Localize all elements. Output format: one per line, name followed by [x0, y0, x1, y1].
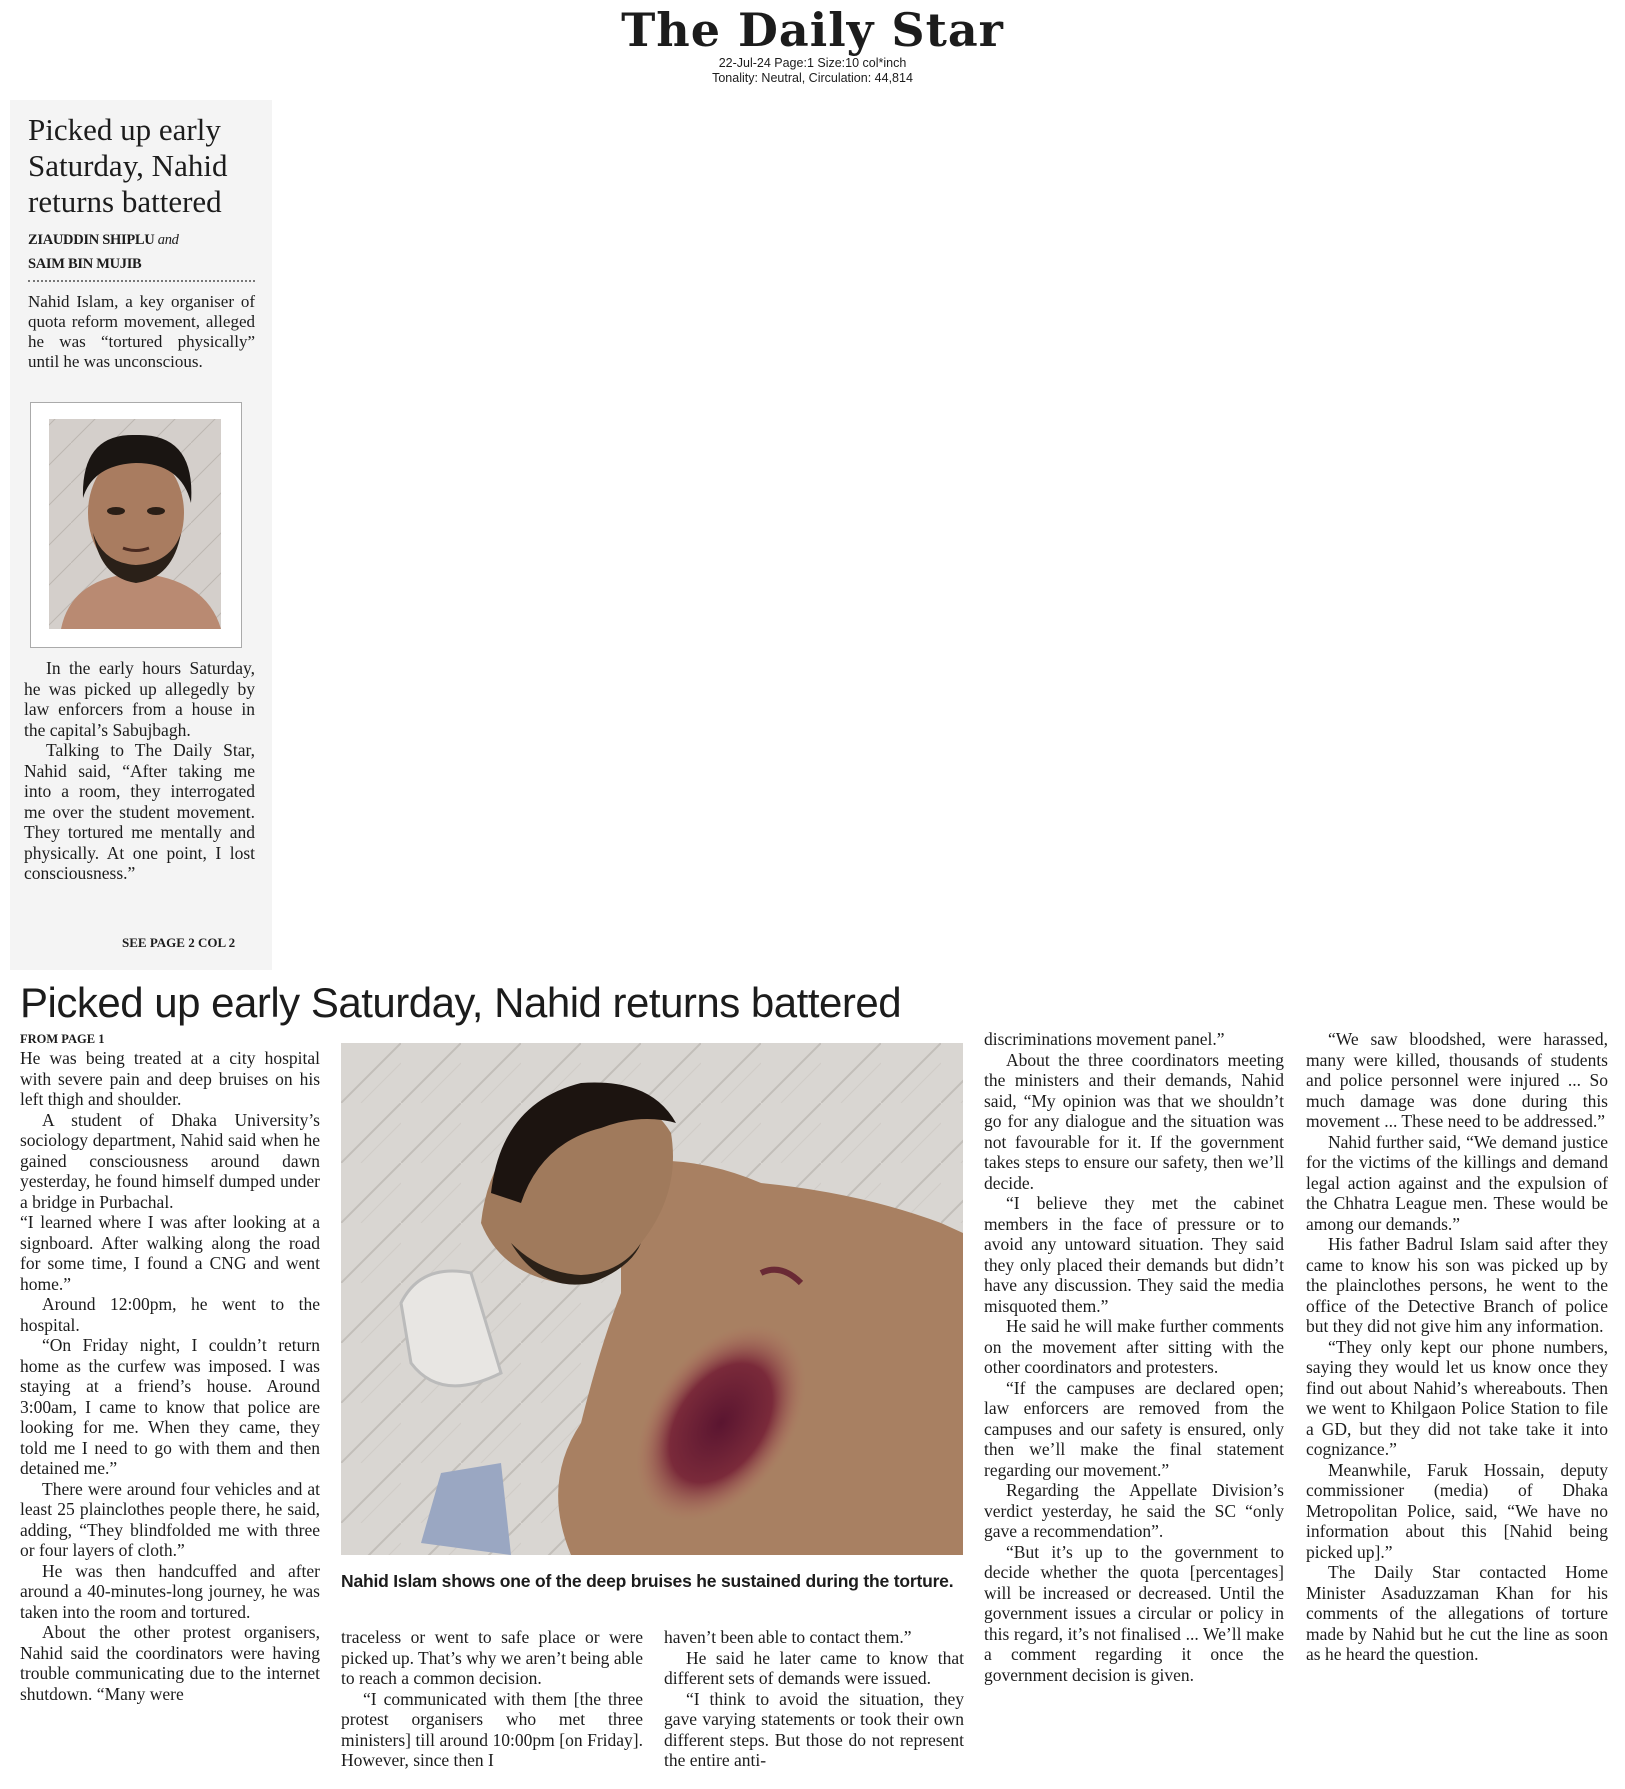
article-paragraph: A student of Dhaka University’s sociology department, Nahid said when he gained consciousness around dawn yesterday, he found himself dumped under a bridge in Purbachal.	[20, 1109, 320, 1212]
jump-headline: Picked up early Saturday, Nahid returns battered	[20, 979, 902, 1026]
from-page-label: FROM PAGE 1	[20, 1032, 105, 1046]
article-paragraph: He said he will make further comments on the movement after sitting with the other coordinators and protesters.	[984, 1316, 1284, 1377]
front-page-clipping	[10, 100, 272, 970]
article-paragraph: discriminations movement panel.”	[984, 1029, 1225, 1049]
article-column-1	[20, 1048, 320, 1704]
newspaper-logo: The Daily Star	[621, 3, 1004, 57]
front-paragraph: Talking to The Daily Star, Nahid said, “After taking me into a room, they interrogated me over the student movement. They tortured me mentally and physically. At one point, I lost consciousness.”	[24, 740, 255, 883]
article-paragraph: “If the campuses are declared open; law enforcers are removed from the campuses and our safety is ensured, only then we’ll make the final statement regarding our movement.”	[984, 1377, 1284, 1480]
article-paragraph: There were around four vehicles and at least 25 plainclothes people there, he said, adding, “They blindfolded me with three or four layers of cloth.”	[20, 1478, 320, 1560]
portrait-image	[31, 403, 241, 647]
article-paragraph: “We saw bloodshed, were harassed, many were killed, thousands of students and police personnel were injured ... So much damage was done during this movement ... These need to be addressed.”	[1306, 1029, 1608, 1131]
article-paragraph: haven’t been able to contact them.”	[664, 1627, 912, 1647]
front-headline: Picked up early Saturday, Nahid returns battered	[28, 112, 228, 219]
portrait-photo	[30, 402, 242, 648]
article-paragraph: Around 12:00pm, he went to the hospital.	[20, 1294, 320, 1335]
article-paragraph: “But it’s up to the government to decide whether the quota [percentages] will be increased or decreased. Until the government issues a circular or policy in this regard, it’s not finalised ... We’ll make a comment regarding it once the government decision is given.	[984, 1541, 1284, 1685]
article-paragraph: “I communicated with them [the three protest organisers who met three ministers] till around 10:00pm [on Friday]. However, since then I	[341, 1688, 643, 1770]
article-paragraph: “They only kept our phone numbers, saying they would let us know once they find out about Nahid’s whereabouts. Then we went to Khilgaon Police Station to file a GD, but they did not take take it into cognizance.”	[1306, 1336, 1608, 1459]
front-paragraph: In the early hours Saturday, he was picked up allegedly by law enforcers from a house in the capital’s Sabujbagh.	[24, 658, 255, 740]
article-column-2	[341, 1627, 643, 1771]
front-body	[24, 658, 255, 884]
front-intro: Nahid Islam, a key organiser of quota reform movement, alleged he was “tortured physically” until he was unconscious.	[28, 292, 255, 371]
article-paragraph: “I learned where I was after looking at a signboard. After walking along the road for some time, I found a CNG and went home.”	[20, 1212, 320, 1294]
article-paragraph: traceless or went to safe place or were picked up. That’s why we aren’t being able to reach a common decision.	[341, 1627, 643, 1688]
photo-caption: Nahid Islam shows one of the deep bruises he sustained during the torture.	[341, 1571, 954, 1591]
clipping-meta-line1: 22-Jul-24 Page:1 Size:10 col*inch	[718, 56, 907, 70]
author-2: SAIM BIN MUJIB	[28, 256, 142, 272]
byline-divider	[28, 280, 255, 282]
article-column-5	[1306, 1029, 1608, 1665]
article-paragraph: “I believe they met the cabinet members in the face of pressure or to avoid any untoward situation. They said they only placed their demands but didn’t have any discussion. They said the media misquoted them.”	[984, 1193, 1284, 1316]
article-paragraph: Nahid further said, “We demand justice for the victims of the killings and demand legal action against and the expulsion of the Chhatra League men. These would be among our demands.”	[1306, 1131, 1608, 1234]
continuation-link: SEE PAGE 2 COL 2	[122, 935, 236, 950]
article-paragraph: He was being treated at a city hospital with severe pain and deep bruises on his left thigh and shoulder.	[20, 1048, 320, 1109]
clipping-meta-line2: Tonality: Neutral, Circulation: 44,814	[712, 71, 913, 85]
author-1: ZIAUDDIN SHIPLU	[28, 232, 155, 248]
article-paragraph: Regarding the Appellate Division’s verdict yesterday, he said the SC “only gave a recommendation”.	[984, 1480, 1284, 1541]
bruise-photo	[341, 1043, 963, 1555]
article-paragraph: About the three coordinators meeting the ministers and their demands, Nahid said, “My opinion was that we shouldn’t go for any dialogue and the situation was not favourable for it. If the government takes steps to ensure our safety, then we’ll decide.	[984, 1049, 1284, 1193]
article-column-3	[664, 1627, 964, 1771]
byline	[28, 228, 179, 276]
article-paragraph: Meanwhile, Faruk Hossain, deputy commissioner (media) of Dhaka Metropolitan Police, said, “We have no information about this [Nahid being picked up].”	[1306, 1459, 1608, 1562]
article-paragraph: He said he later came to know that different sets of demands were issued.	[664, 1647, 964, 1688]
byline-and: and	[157, 232, 179, 248]
article-paragraph: “On Friday night, I couldn’t return home as the curfew was imposed. I was staying at a friend’s house. Around 3:00am, I came to know that police are looking for me. When they came, they told me I need to go with them and then detained me.”	[20, 1335, 320, 1478]
article-paragraph: The Daily Star contacted Home Minister Asaduzzaman Khan for his comments of the allegations of torture made by Nahid but he cut the line as soon as he heard the question.	[1306, 1562, 1608, 1664]
article-paragraph: About the other protest organisers, Nahid said the coordinators were having trouble communicating due to the internet shutdown. “Many were	[20, 1622, 320, 1704]
article-paragraph: He was then handcuffed and after around a 40-minutes-long journey, he was taken into the room and tortured.	[20, 1560, 320, 1622]
article-paragraph: “I think to avoid the situation, they gave varying statements or took their own different steps. But those do not represent the entire anti-	[664, 1688, 964, 1770]
article-paragraph: His father Badrul Islam said after they came to know his son was picked up by the plainclothes persons, he went to the office of the Detective Branch of police but they did not give him any information.	[1306, 1234, 1608, 1336]
bruise-photo-image	[341, 1043, 963, 1555]
masthead	[0, 0, 1625, 86]
article-column-4	[984, 1029, 1284, 1685]
